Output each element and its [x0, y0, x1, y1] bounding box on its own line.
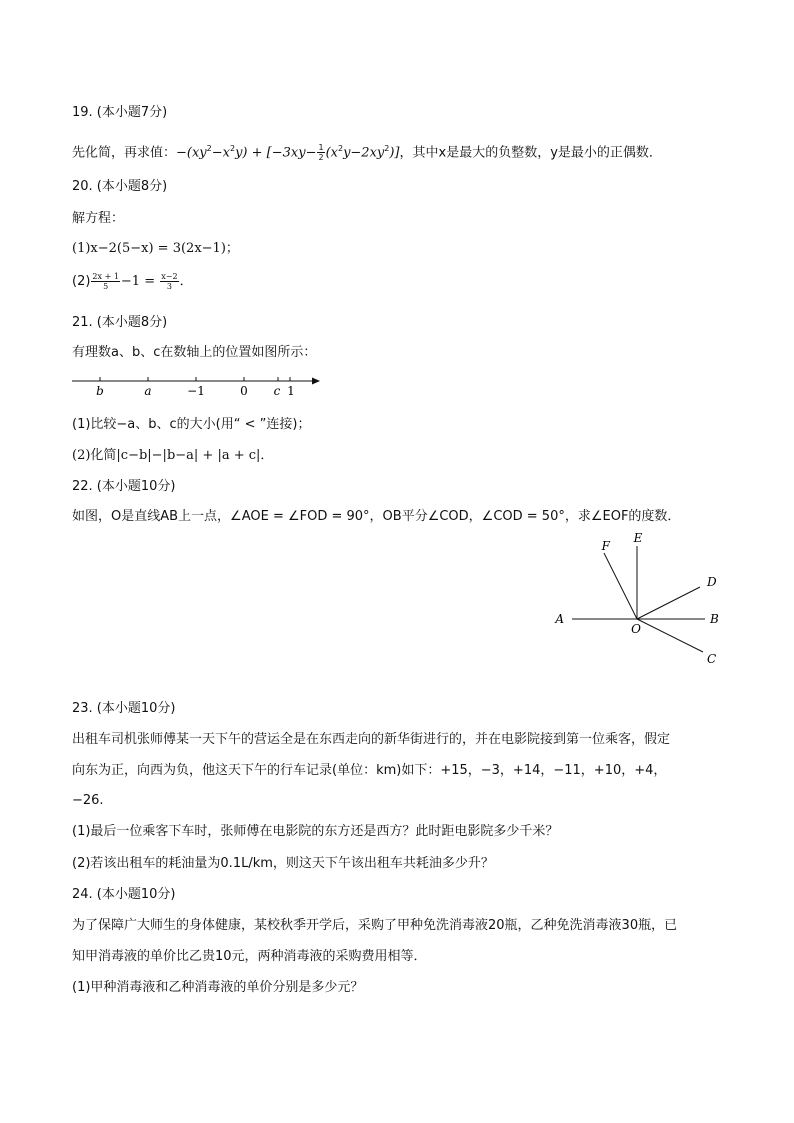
q22-heading: 22. (本小题10分) [72, 479, 176, 494]
ray-oc [637, 619, 703, 652]
ray-of [604, 553, 637, 619]
q21-item1: (1)比较−a、b、c的大小(用“ < ”连接)； [72, 417, 311, 432]
q24-heading: 24. (本小题10分) [72, 887, 176, 902]
q20-fraction-1: $\frac{2x + 1}{5}$ [92, 272, 119, 291]
angle-figure [550, 526, 730, 672]
label-c-point: C [707, 652, 717, 666]
number-line [66, 368, 328, 400]
q19-expr-5: y−2xy [343, 145, 385, 161]
q21-intro: 有理数a、b、c在数轴上的位置如图所示： [72, 345, 317, 360]
q23-item1: (1)最后一位乘客下车时，张师傅在电影院的东方还是西方？此时距电影院多少千米？ [72, 824, 559, 839]
q19-expr-1: −(xy [176, 145, 207, 161]
q20-item1: (1)x−2(5−x) = 3(2x−1)； [72, 241, 239, 256]
q19-expr-2: −x [211, 145, 230, 161]
q23-line2: 向东为正，向西为负，他这天下午的行车记录(单位：km)如下：+15，−3，+14，−11，+10，+4， [72, 763, 667, 778]
label-f: F [601, 539, 610, 553]
q19-expr-6: )] [389, 145, 400, 161]
q23-heading: 23. (本小题10分) [72, 701, 176, 716]
label-e: E [633, 531, 643, 545]
q21-heading: 21. (本小题8分) [72, 315, 168, 330]
q19-fraction: $\frac{1}{2}$ [318, 143, 324, 163]
q19-suffix: ，其中x是最大的负整数，y是最小的正偶数． [399, 145, 662, 161]
q23-line3: −26. [72, 793, 104, 808]
q20-fraction-2: $\frac{x-2}{3}$ [161, 272, 178, 291]
label-c: c [273, 384, 281, 398]
q21-item2: (2)化简|c−b|−|b−a| + |a + c|． [72, 448, 274, 463]
label-a: a [144, 384, 152, 398]
ray-od [637, 587, 700, 619]
q23-item2: (2)若该出租车的耗油量为0.1L/km，则这天下午该出租车共耗油多少升？ [72, 856, 494, 871]
q19-text: 先化简，再求值：$-(xy^2-x^2y) + [-3xy-$ $\frac{1}{2}$ $(x^2y-2xy^2)$]，其中x是最大的负整数，y是最小的正偶数． [72, 143, 662, 163]
q19-prefix: 先化简，再求值： [72, 145, 177, 161]
q20-intro: 解方程： [72, 211, 125, 226]
label-1: 1 [287, 384, 295, 398]
number-line-arrow [312, 378, 320, 385]
label-a-point: A [555, 612, 564, 626]
label-d: D [707, 575, 717, 589]
q20-heading: 20. (本小题8分) [72, 179, 168, 194]
q24-line1: 为了保障广大师生的身体健康，某校秋季开学后，采购了甲种免洗消毒液20瓶，乙种免洗消毒液30瓶，已 [72, 918, 678, 933]
q19-expr-4: (x [325, 145, 338, 161]
label-neg1: −1 [187, 384, 205, 398]
q22-text: 如图，O是直线AB上一点，∠AOE = ∠FOD = 90°，OB平分∠COD，∠COD = 50°，求∠EOF的度数． [72, 509, 681, 524]
q20-item2: (2) $\frac{2x + 1}{5}$ −1 = $\frac{x-2}{3}$ ． [72, 272, 193, 291]
q24-item1: (1)甲种消毒液和乙种消毒液的单价分别是多少元？ [72, 980, 364, 995]
q23-line1: 出租车司机张师傅某一天下午的营运全是在东西走向的新华街进行的，并在电影院接到第一位乘客，假定 [72, 732, 671, 747]
label-b-point: B [710, 612, 719, 626]
q19-expr-3: y) + [−3xy− [235, 145, 317, 161]
label-o: O [631, 622, 641, 636]
label-0: 0 [240, 384, 248, 398]
q19-heading: 19. (本小题7分) [72, 105, 168, 120]
q24-line2: 知甲消毒液的单价比乙贵10元，两种消毒液的采购费用相等． [72, 949, 427, 964]
label-b: b [96, 384, 104, 398]
